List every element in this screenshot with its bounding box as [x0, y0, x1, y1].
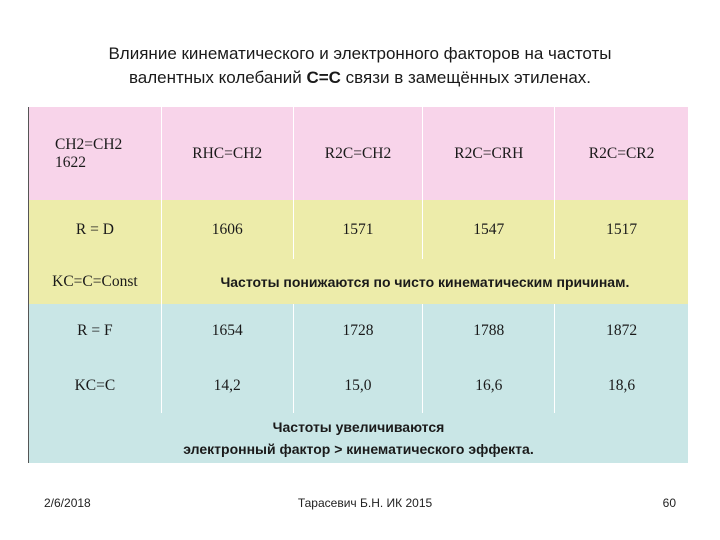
table-row-force-constant: [29, 358, 688, 413]
table-cell: 1654: [162, 304, 294, 358]
title-line-2: [40, 66, 680, 90]
footer-note: [29, 413, 688, 463]
header-cell-ethylene: [29, 107, 162, 200]
row-label: KC=C=Const: [29, 259, 162, 304]
footer-note-line-2: электронный фактор > кинематического эффекта.: [183, 441, 534, 457]
kinematic-note: Частоты понижаются по чисто кинематическим причинам.: [220, 273, 630, 290]
slide-author: Тарасевич Б.Н. ИК 2015: [297, 496, 433, 510]
title-line-2-post: связи в замещённых этиленах.: [340, 68, 592, 87]
slide-page-number: 60: [662, 496, 676, 510]
table-cell: 1788: [423, 304, 555, 358]
slide-title: [40, 42, 680, 90]
title-line-2-pre: валентных колебаний: [128, 68, 307, 87]
row-label: KC=C: [29, 358, 162, 413]
header-col-2: R2C=CH2: [294, 107, 424, 200]
table-cell: 1517: [606, 220, 638, 238]
table-row-fluorine: [29, 304, 688, 358]
header-col-3: R2C=CRH: [423, 107, 555, 200]
slide-date: 2/6/2018: [44, 496, 91, 510]
table-header-row: [29, 107, 688, 200]
table-cell: 1547: [423, 200, 555, 259]
table-cell: 15,0: [294, 358, 424, 413]
frequency-table: [28, 107, 688, 463]
table-row-kinematic-note: [29, 259, 688, 304]
header-ethylene-value: 1622: [55, 153, 86, 171]
table-cell: 1728: [294, 304, 424, 358]
table-cell: 14,2: [162, 358, 294, 413]
table-cell: 18,6: [608, 376, 636, 394]
footer-note-line-1: Частоты увеличиваются: [272, 419, 445, 435]
table-footer-row: [29, 413, 688, 463]
table-cell: 1571: [294, 200, 424, 259]
header-col-1: RHC=CH2: [162, 107, 294, 200]
table-row-deuterium: [29, 200, 688, 259]
table-cell: 1606: [162, 200, 294, 259]
row-label: R = F: [29, 304, 162, 358]
table-cell: 16,6: [423, 358, 555, 413]
header-ethylene-formula: CH2=CH2: [55, 135, 123, 153]
row-label: R = D: [29, 200, 162, 259]
table-cell: 1872: [606, 322, 638, 339]
title-bond: С=С: [306, 68, 341, 87]
title-line-1: Влияние кинематического и электронного факторов на частоты: [108, 44, 612, 63]
header-col-4: R2C=CR2: [588, 144, 655, 162]
